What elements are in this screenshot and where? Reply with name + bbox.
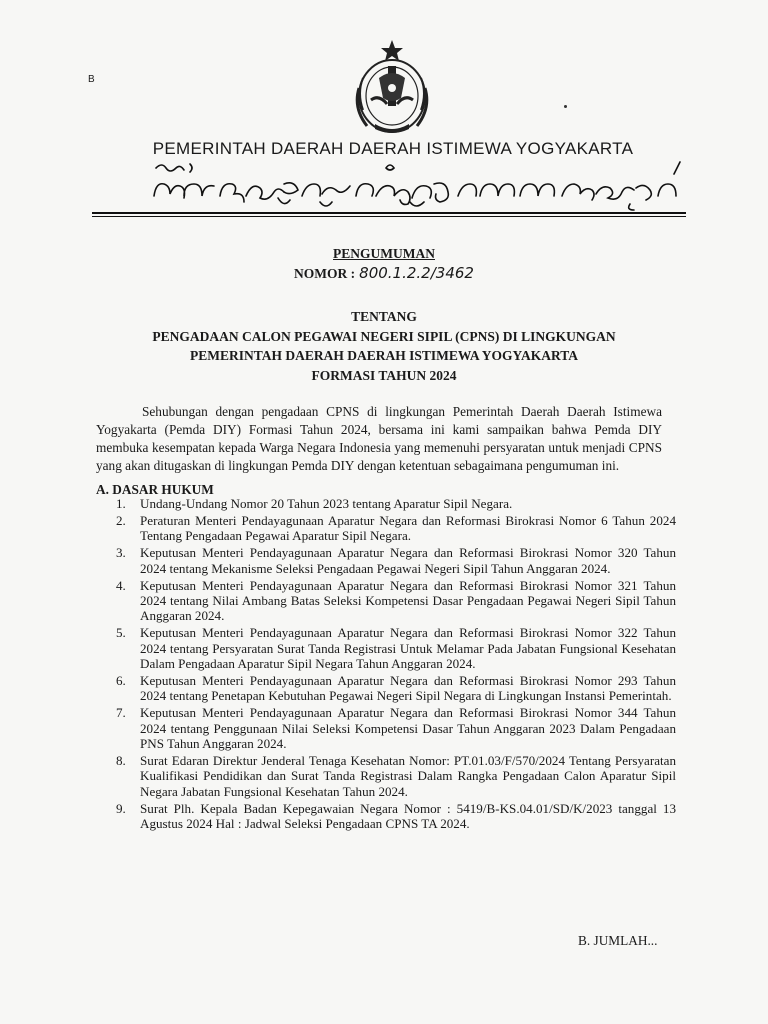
item-number: 5. [116,625,126,641]
government-name: PEMERINTAH DAERAH DAERAH ISTIMEWA YOGYAKARTA [152,139,634,158]
item-text: Undang-Undang Nomor 20 Tahun 2023 tentang Aparatur Sipil Negara. [140,496,513,511]
item-text: Peraturan Menteri Pendayagunaan Aparatur Negara dan Reformasi Birokrasi Nomor 6 Tahun 2024 Tentang Pengadaan Pegawai Aparatur Sipil Negara. [140,512,676,544]
list-item [116,496,676,511]
list-item [116,801,676,832]
subject-line-1: PENGADAAN CALON PEGAWAI NEGERI SIPIL (CPNS) DI LINGKUNGAN [152,328,616,344]
subject-about: TENTANG [351,309,417,324]
item-number: 7. [116,705,126,721]
javanese-script-name-icon [150,160,690,212]
announcement-label: PENGUMUMAN [333,246,435,261]
handwritten-number: 800.1.2.2/3462 [359,264,474,282]
scan-speck [564,105,567,108]
item-text: Keputusan Menteri Pendayagunaan Aparatur Negara dan Reformasi Birokrasi Nomor 320 Tahun 2024 tentang Mekanisme Seleksi Pengadaan Pegawai Negeri Sipil Tahun Anggaran 2024. [140,545,676,576]
number-label: NOMOR : [294,266,356,281]
item-text: Keputusan Menteri Pendayagunaan Aparatur Negara dan Reformasi Birokrasi Nomor 344 Tahun 2024 tentang Penggunaan Nilai Seleksi Kompetensi Dasar Tahun Anggaran 2023 Dalam Pengadaan PNS Tahun Anggaran 2024. [140,705,676,752]
page-mark: B [88,74,95,85]
item-text: Keputusan Menteri Pendayagunaan Aparatur Negara dan Reformasi Birokrasi Nomor 293 Tahun 2024 tentang Penetapan Kebutuhan Pegawai Negeri Sipil Negara di Lingkungan Instansi Pemerintah. [140,672,676,704]
yogyakarta-crest-icon [349,38,435,138]
list-item [116,625,676,671]
section-a-title: A. DASAR HUKUM [96,482,214,497]
item-text: Keputusan Menteri Pendayagunaan Aparatur Negara dan Reformasi Birokrasi Nomor 321 Tahun 2024 tentang Nilai Ambang Batas Seleksi Kompetensi Dasar Pengadaan Pegawai Negeri Sipil Tahun Anggaran 2024. [140,577,676,624]
item-text: Surat Plh. Kepala Badan Kepegawaian Negara Nomor : 5419/B-KS.04.01/SD/K/2023 tanggal 13 Agustus 2024 Hal : Jadwal Seleksi Pengadaan CPNS TA 2024. [140,800,676,832]
item-text: Surat Edaran Direktur Jenderal Tenaga Kesehatan Nomor: PT.01.03/F/570/2024 Tentang Persyaratan Kualifikasi Pendidikan dan Surat Tanda Registrasi Dalam Rangka Pengadaan Calon Aparatur Sipil Negara Jabatan Fungsional Kesehatan Tahun 2024. [140,753,676,799]
item-text: Keputusan Menteri Pendayagunaan Aparatur Negara dan Reformasi Birokrasi Nomor 322 Tahun 2024 tentang Persyaratan Surat Tanda Registrasi Untuk Melamar Pada Jabatan Fungsional Kesehatan Dalam Pengadaan Aparatur Sipil Negara Tahun Anggaran 2024. [140,625,676,672]
list-item [116,578,676,624]
item-number: 3. [116,545,126,561]
subject-line-3: FORMASI TAHUN 2024 [311,367,457,383]
item-number: 8. [116,753,126,768]
item-number: 1. [116,496,126,511]
letterhead-rule-thick [92,212,686,214]
list-item [116,753,676,799]
item-number: 2. [116,512,126,528]
announcement-number [0,264,768,282]
item-number: 4. [116,577,126,593]
list-item [116,705,676,751]
list-item [116,673,676,704]
letterhead-rule-thin [92,216,686,217]
continuation-label: B. JUMLAH... [578,933,658,948]
intro-paragraph: Sehubungan dengan pengadaan CPNS di lingkungan Pemerintah Daerah Daerah Istimewa Yogyakarta (Pemda DIY) Formasi Tahun 2024, bersama ini kami sampaikan bahwa Pemda DIY membuka kesempatan kepada Warga Negara Indonesia yang memenuhi persyaratan untuk menjadi CPNS yang akan ditugaskan di lingkungan Pemda DIY dengan ketentuan sebagaimana pengumuman ini. [96,404,662,474]
announcement-heading [0,246,768,282]
subject-line-2: PEMERINTAH DAERAH DAERAH ISTIMEWA YOGYAKARTA [189,348,579,363]
item-number: 9. [116,800,126,816]
item-number: 6. [116,672,126,688]
legal-basis-list [116,496,676,833]
list-item [116,545,676,576]
list-item [116,513,676,544]
subject-block [0,307,768,385]
